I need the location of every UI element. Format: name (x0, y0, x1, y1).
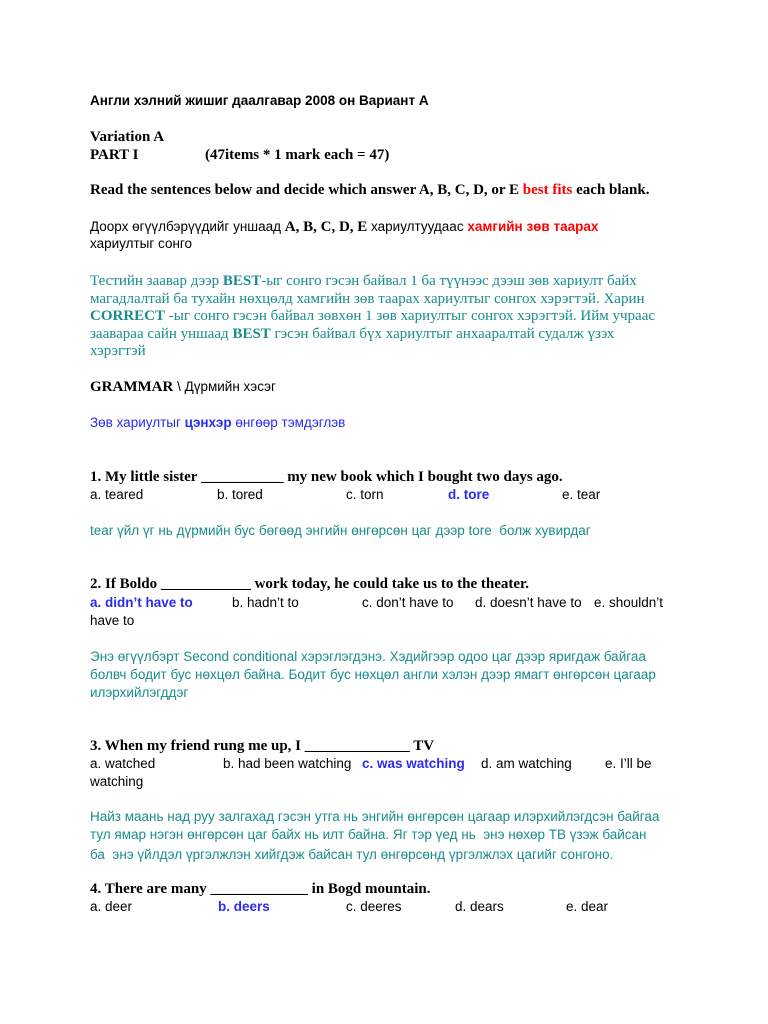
guidance-text: Тестийн заавар дээр (90, 273, 223, 289)
question-3-option-e-continued: watching (90, 774, 144, 789)
question-4-option-c: c. deeres (346, 899, 402, 914)
question-4-stem: 4. There are many _____________ in Bogd mountain. (90, 881, 431, 897)
instruction-english-text: Read the sentences below and decide which answer A, B, C, D, or E (90, 182, 523, 198)
question-4-option-d: d. dears (455, 899, 504, 914)
guidance-line-2: магадлалтай ба тухайн нөхцөлд хамгийн зөв таарах хариултыг сонгох хэрэгтэй. Харин (90, 291, 645, 307)
instruction-mongolian-middle: хариултуудаас (367, 219, 468, 234)
question-3-option-a: a. watched (90, 756, 156, 771)
instruction-mongolian-text: Доорх өгүүлбэрүүдийг уншаад (90, 219, 285, 234)
grammar-heading-translation: \ Дүрмийн хэсэг (173, 379, 276, 394)
part-marks: (47items * 1 mark each = 47) (205, 147, 390, 163)
guidance-text: гэсэн байвал бүх хариултыг анхааралтай судалж үзэх (270, 326, 615, 342)
instruction-mongolian-letters: A, B, C, D, E (284, 219, 368, 235)
question-2-option-b: b. hadn’t to (232, 595, 299, 610)
guidance-line-1 (90, 272, 637, 290)
question-2-option-e-continued: have to (90, 613, 135, 628)
part-label: PART I (90, 147, 139, 163)
question-4-option-a: a. deer (90, 899, 133, 914)
guidance-line-4 (90, 325, 614, 343)
question-1-option-a: a. teared (90, 487, 144, 502)
instruction-mongolian-highlight: хамгийн зөв таарах (467, 219, 599, 234)
question-1-option-c: c. torn (346, 487, 384, 502)
question-3-option-c: c. was watching (362, 756, 465, 771)
question-1-option-b: b. tored (217, 487, 263, 502)
question-4-option-e: e. dear (566, 899, 609, 914)
question-4-option-b: b. deers (218, 899, 270, 914)
guidance-text: -ыг сонго гэсэн байвал 1 ба түүнээс дээш зөв хариулт байх (261, 273, 637, 289)
question-2-stem: 2. If Boldo ____________ work today, he could take us to the theater. (90, 576, 530, 592)
instruction-english-highlight: best fits (522, 182, 573, 198)
guidance-text: заавараа сайн уншаад (90, 326, 233, 342)
guidance-keyword-best: BEST (232, 326, 271, 342)
instruction-mongolian (90, 218, 598, 236)
answer-note-text: өнгөөр тэмдэглэв (231, 415, 346, 430)
question-1-explanation-line-1: tear үйл үг нь дүрмийн бус бөгөөд энгийн өнгөрсөн цаг дээр tore болж хувирдаг (90, 523, 591, 538)
question-3-option-e: e. I’ll be (605, 756, 652, 771)
guidance-line-5: хэрэгтэй (90, 343, 146, 359)
question-3-stem: 3. When my friend rung me up, I ______________ TV (90, 738, 435, 754)
question-1-stem: 1. My little sister ___________ my new book which I bought two days ago. (90, 469, 563, 485)
question-2-option-d: d. doesn’t have to (475, 595, 582, 610)
question-1-option-d: d. tore (448, 487, 490, 502)
instruction-english (90, 181, 649, 199)
grammar-heading (90, 378, 276, 396)
answer-note-keyword: цэнхэр (184, 415, 232, 430)
question-3-option-d: d. am watching (481, 756, 572, 771)
grammar-heading-label: GRAMMAR (90, 379, 174, 395)
question-2-explanation-line-3: илэрхийлэгддэг (90, 685, 189, 700)
answer-note-text: Зөв хариултыг (90, 415, 185, 430)
question-2-option-e: e. shouldn’t (594, 595, 664, 610)
question-2-explanation-line-1: Энэ өгүүлбэрт Second conditional хэрэглэгдэнэ. Хэдийгээр одоо цаг дээр яригдаж байгаа (90, 649, 646, 664)
instruction-english-end: each blank. (572, 182, 650, 198)
guidance-keyword-correct: CORRECT (90, 308, 166, 324)
guidance-line-3 (90, 307, 655, 325)
question-3-explanation-line-3: ба энэ үйлдэл үргэлжлэн хийгдэж байсан тул өнгөрсөнд үргэлжлэх цагийг сонгоно. (90, 847, 614, 862)
question-2-option-c: c. don’t have to (362, 595, 454, 610)
document-title: Англи хэлний жишиг даалгавар 2008 он Вариант А (90, 93, 429, 108)
instruction-mongolian-line-2: хариултыг сонго (90, 236, 193, 251)
question-2-option-a: a. didn’t have to (90, 595, 193, 610)
question-3-option-b: b. had been watching (223, 756, 352, 771)
variation-heading: Variation A (90, 129, 165, 145)
question-3-explanation-line-1: Найз маань над руу залгахад гэсэн утга нь энгийн өнгөрсөн цагаар илэрхийлэгдсэн байгаа (90, 809, 660, 824)
question-3-explanation-line-2: тул ямар нэгэн өнгөрсөн цаг байх нь илт байна. Яг тэр үед нь энэ нөхөр ТВ үзэж байсан (90, 827, 647, 842)
question-1-option-e: e. tear (562, 487, 601, 502)
question-2-explanation-line-2: болвч бодит бус нөхцөл байна. Бодит бус нөхцөл англи хэлэн дээр ямагт өнгөрсөн цагаар (90, 667, 656, 682)
guidance-keyword-best: BEST (222, 273, 262, 289)
answer-note (90, 414, 345, 432)
guidance-text: -ыг сонго гэсэн байвал зөвхөн 1 зөв хариултыг сонгох хэрэгтэй. Ийм учраас (165, 308, 656, 324)
